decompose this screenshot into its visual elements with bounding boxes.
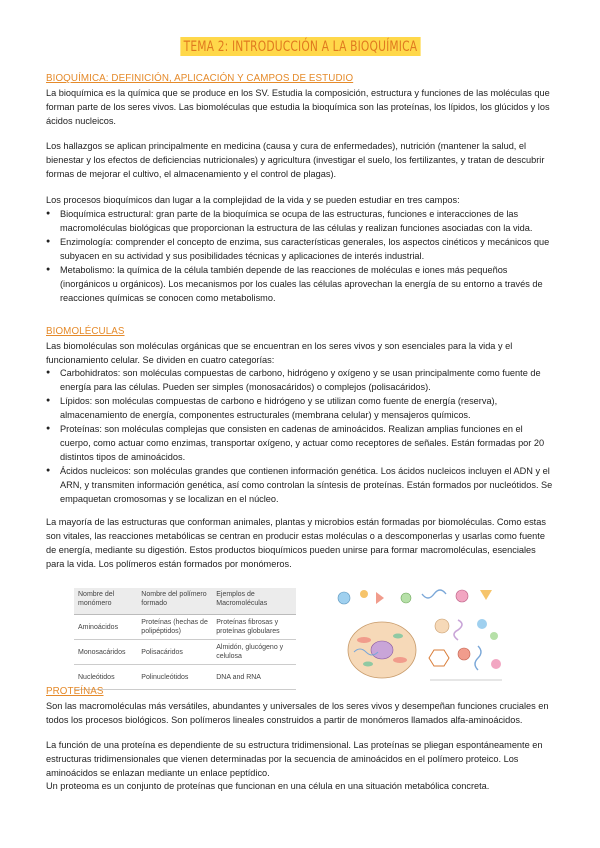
section-heading-proteinas: PROTEÍNAS <box>46 686 104 697</box>
list-item: ● Bioquímica estructural: gran parte de la bioquímica se ocupa de las estructuras, funciones e interacciones de las macromoléculas biológicas que proporcionan la estructura de las células y realizan funciones asociadas con la vida. <box>46 207 554 235</box>
table-cell: Proteínas (hechas de polipéptidos) <box>137 615 212 640</box>
table-row <box>74 615 296 640</box>
table-cell: Proteínas fibrosas y proteínas globulares <box>212 615 296 640</box>
table-row <box>74 640 296 665</box>
table-cell: Monosacáridos <box>74 640 137 665</box>
list-item: ● Enzimología: comprender el concepto de enzima, sus características generales, los aspectos cinéticos y mecánicos que subyacen en su actividad y sus posibilidades técnicas y aplicaciones de interés industrial. <box>46 235 554 263</box>
list-item: ● Proteínas: son moléculas complejas que consisten en cadenas de aminoácidos. Realizan amplias funciones en el cuerpo, como actuar como enzimas, transportar oxígeno, y actuar como receptores de señales. Están formadas por 20 distintos tipos de aminoácidos. <box>46 422 554 464</box>
list-item: ● Carbohidratos: son moléculas compuestas de carbono, hidrógeno y oxígeno y se usan principalmente como fuente de energía para las células. Pueden ser simples (monosacáridos) o complejos (polisacáridos). <box>46 366 554 394</box>
biomol-list <box>46 366 554 506</box>
table-header-cell: Nombre del monómero <box>74 588 137 615</box>
table-row <box>74 665 296 690</box>
proteinas-paragraph-2: La función de una proteína es dependiente de su estructura tridimensional. Las proteínas se pliegan espontáneamente en estructuras tridimensionales que vienen determinadas por la secuencia de aminoácidos en el polímero proteico. Los aminoácidos se enlazan mediante un enlace peptídico. <box>46 740 543 778</box>
table-cell: Polinucleótidos <box>137 665 212 690</box>
proteinas-paragraph-3: Un proteoma es un conjunto de proteínas que funcionan en una célula en una situación metabólica concreta. <box>46 781 490 791</box>
table-cell: Aminoácidos <box>74 615 137 640</box>
cell-diagram <box>348 622 416 678</box>
section-heading-biomoleculas: BIOMOLÉCULAS <box>46 326 125 337</box>
table-header-cell: Nombre del polímero formado <box>137 588 212 615</box>
list-item: ● Metabolismo: la química de la célula también depende de las reacciones de moléculas e iones más pequeños (inorgánicos u orgánicos). Los mecanismos por los cuales las células aprovechan la energía de su entorno a través de reacciones químicas se conocen como metabolismo. <box>46 263 554 305</box>
page-title: TEMA 2: INTRODUCCIÓN A LA BIOQUÍMICA <box>180 37 420 56</box>
intro-paragraph-2: Los hallazgos se aplican principalmente en medicina (causa y cura de enfermedades), nutrición (mantener la salud, el bienestar y los efectos de deficiencias nutricionales) y agricultura (investigar el suelo, los fertilizantes, y tratan de descubrir formas de mejorar el cultivo, el almacenamiento y el control de plagas). <box>46 141 545 179</box>
proteinas-paragraph-1: Son las macromoléculas más versátiles, abundantes y universales de los seres vivos y desempeñan funciones cruciales en todos los procesos biológicos. Son polímeros lineales construidos a partir de monómeros llamados alfa-aminoácidos. <box>46 701 549 725</box>
table-header-row <box>74 588 296 615</box>
table-cell: Almidón, glucógeno y celulosa <box>212 640 296 665</box>
biomol-paragraph-2: La mayoría de las estructuras que conforman animales, plantas y microbios están formadas por biomoléculas. Como estas son vitales, las reacciones metabólicas se centran en producir estas moléculas o a descomponerlas y usarlas como fuente de energía, mediante su digestión. Estos productos bioquímicos pueden unirse para formar macromoléculas, esenciales para la vida. Los polímeros están formados por monómeros. <box>46 517 546 569</box>
monomer-polymer-table <box>74 588 296 690</box>
intro-paragraph-3: Los procesos bioquímicos dan lugar a la complejidad de la vida y se pueden estudiar en tres campos: <box>46 195 460 205</box>
table-cell: Polisacáridos <box>137 640 212 665</box>
list-item: ● Ácidos nucleicos: son moléculas grandes que contienen información genética. Los ácidos nucleicos incluyen el ADN y el ARN, y transmiten información genética, así como controlan la síntesis de proteínas. Están formados por nucleótidos. Se empaquetan cromosomas y se localizan en el núcleo. <box>46 464 554 506</box>
table-header-cell: Ejemplos de Macromoléculas <box>212 588 296 615</box>
table-cell: Nucleótidos <box>74 665 137 690</box>
title-container <box>0 37 600 56</box>
biomol-paragraph-1: Las biomoléculas son moléculas orgánicas que se encuentran en los seres vivos y son esenciales para la vida y el funcionamiento celular. Se dividen en cuatro categorías: <box>46 341 513 365</box>
campos-list <box>46 207 554 305</box>
section-heading-bioquimica: BIOQUÍMICA: DEFINICIÓN, APLICACIÓN Y CAMPOS DE ESTUDIO <box>46 73 354 84</box>
list-item: ● Lípidos: son moléculas compuestas de carbono e hidrógeno y se utilizan como fuente de energía (reserva), almacenamiento de energía, componentes estructurales (membrana celular) y mensajeros químicos. <box>46 394 554 422</box>
table-cell: DNA and RNA <box>212 665 296 690</box>
intro-paragraph-1: La bioquímica es la química que se produce en los SV. Estudia la composición, estructura y funciones de las moléculas que forman parte de los seres vivos. Las biomoléculas que estudia la bioquímica son las proteínas, los lípidos, los glúcidos y los ácidos nucleicos. <box>46 88 550 126</box>
biomolecules-illustration <box>330 584 508 688</box>
